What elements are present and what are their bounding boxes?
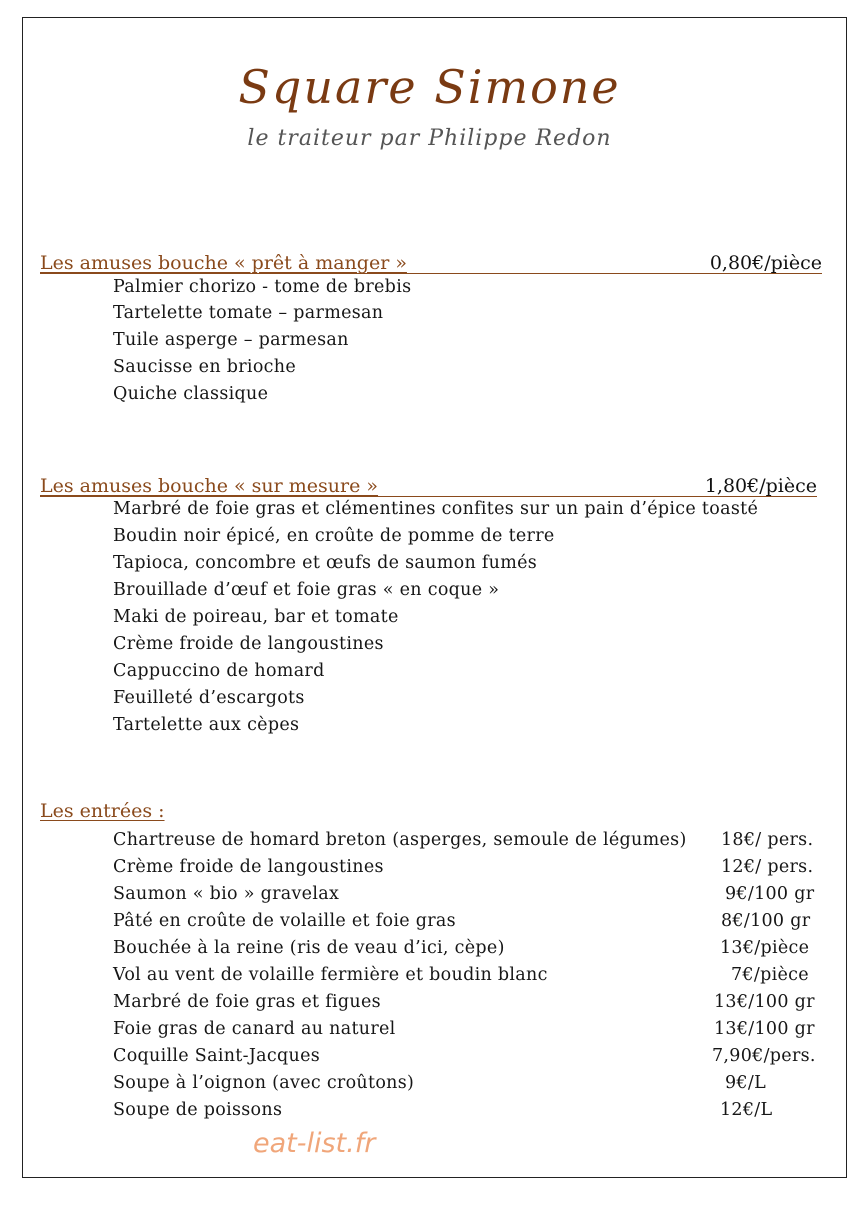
menu-item: Saucisse en brioche (113, 357, 296, 377)
menu-item: Tartelette aux cèpes (113, 715, 300, 735)
item-price: 7,90€/pers. (712, 1046, 816, 1066)
menu-item: Bouchée à la reine (ris de veau d’ici, cèpe) (113, 938, 505, 958)
menu-item: Tapioca, concombre et œufs de saumon fumés (113, 553, 538, 573)
menu-item: Crème froide de langoustines (113, 634, 384, 654)
watermark: eat-list.fr (253, 1128, 376, 1159)
item-price: 8€/100 gr (721, 911, 811, 931)
section-title: Les amuses bouche « prêt à manger » (40, 252, 407, 274)
restaurant-subtitle: le traiteur par Philippe Redon (247, 126, 612, 151)
menu-item: Chartreuse de homard breton (asperges, semoule de légumes) (113, 830, 687, 850)
item-price: 12€/L (720, 1100, 773, 1120)
section-price: 1,80€/pièce (704, 475, 817, 497)
menu-item: Foie gras de canard au naturel (113, 1019, 396, 1039)
menu-item: Saumon « bio » gravelax (113, 884, 340, 904)
item-price: 9€/L (725, 1073, 766, 1093)
menu-item: Palmier chorizo - tome de brebis (113, 277, 412, 297)
menu-item: Soupe à l’oignon (avec croûtons) (113, 1073, 415, 1093)
section-header-pret-a-manger (40, 248, 822, 274)
item-price: 12€/ pers. (721, 857, 814, 877)
menu-item: Maki de poireau, bar et tomate (113, 607, 399, 627)
menu-item: Tartelette tomate – parmesan (113, 303, 384, 323)
item-price: 13€/100 gr (714, 1019, 815, 1039)
menu-item: Tuile asperge – parmesan (113, 330, 349, 350)
item-price: 13€/100 gr (714, 992, 815, 1012)
menu-item: Marbré de foie gras et figues (113, 992, 381, 1012)
item-price: 13€/pièce (720, 938, 810, 958)
menu-item: Pâté en croûte de volaille et foie gras (113, 911, 456, 931)
menu-item: Soupe de poissons (113, 1100, 283, 1120)
section-header-sur-mesure (40, 471, 817, 497)
section-title: Les entrées : (40, 800, 165, 822)
menu-item: Boudin noir épicé, en croûte de pomme de terre (113, 526, 555, 546)
section-header-entrees (40, 800, 165, 822)
restaurant-title: Square Simone (238, 60, 621, 114)
menu-item: Quiche classique (113, 384, 269, 404)
item-price: 9€/100 gr (725, 884, 815, 904)
menu-item: Coquille Saint-Jacques (113, 1046, 321, 1066)
section-price: 0,80€/pièce (709, 252, 822, 274)
menu-item: Cappuccino de homard (113, 661, 325, 681)
menu-item: Marbré de foie gras et clémentines confites sur un pain d’épice toasté (113, 499, 759, 519)
menu-item: Vol au vent de volaille fermière et boudin blanc (113, 965, 548, 985)
menu-item: Crème froide de langoustines (113, 857, 384, 877)
item-price: 18€/ pers. (721, 830, 814, 850)
section-title: Les amuses bouche « sur mesure » (40, 475, 379, 497)
menu-item: Brouillade d’œuf et foie gras « en coque » (113, 580, 500, 600)
item-price: 7€/pièce (731, 965, 809, 985)
menu-item: Feuilleté d’escargots (113, 688, 305, 708)
